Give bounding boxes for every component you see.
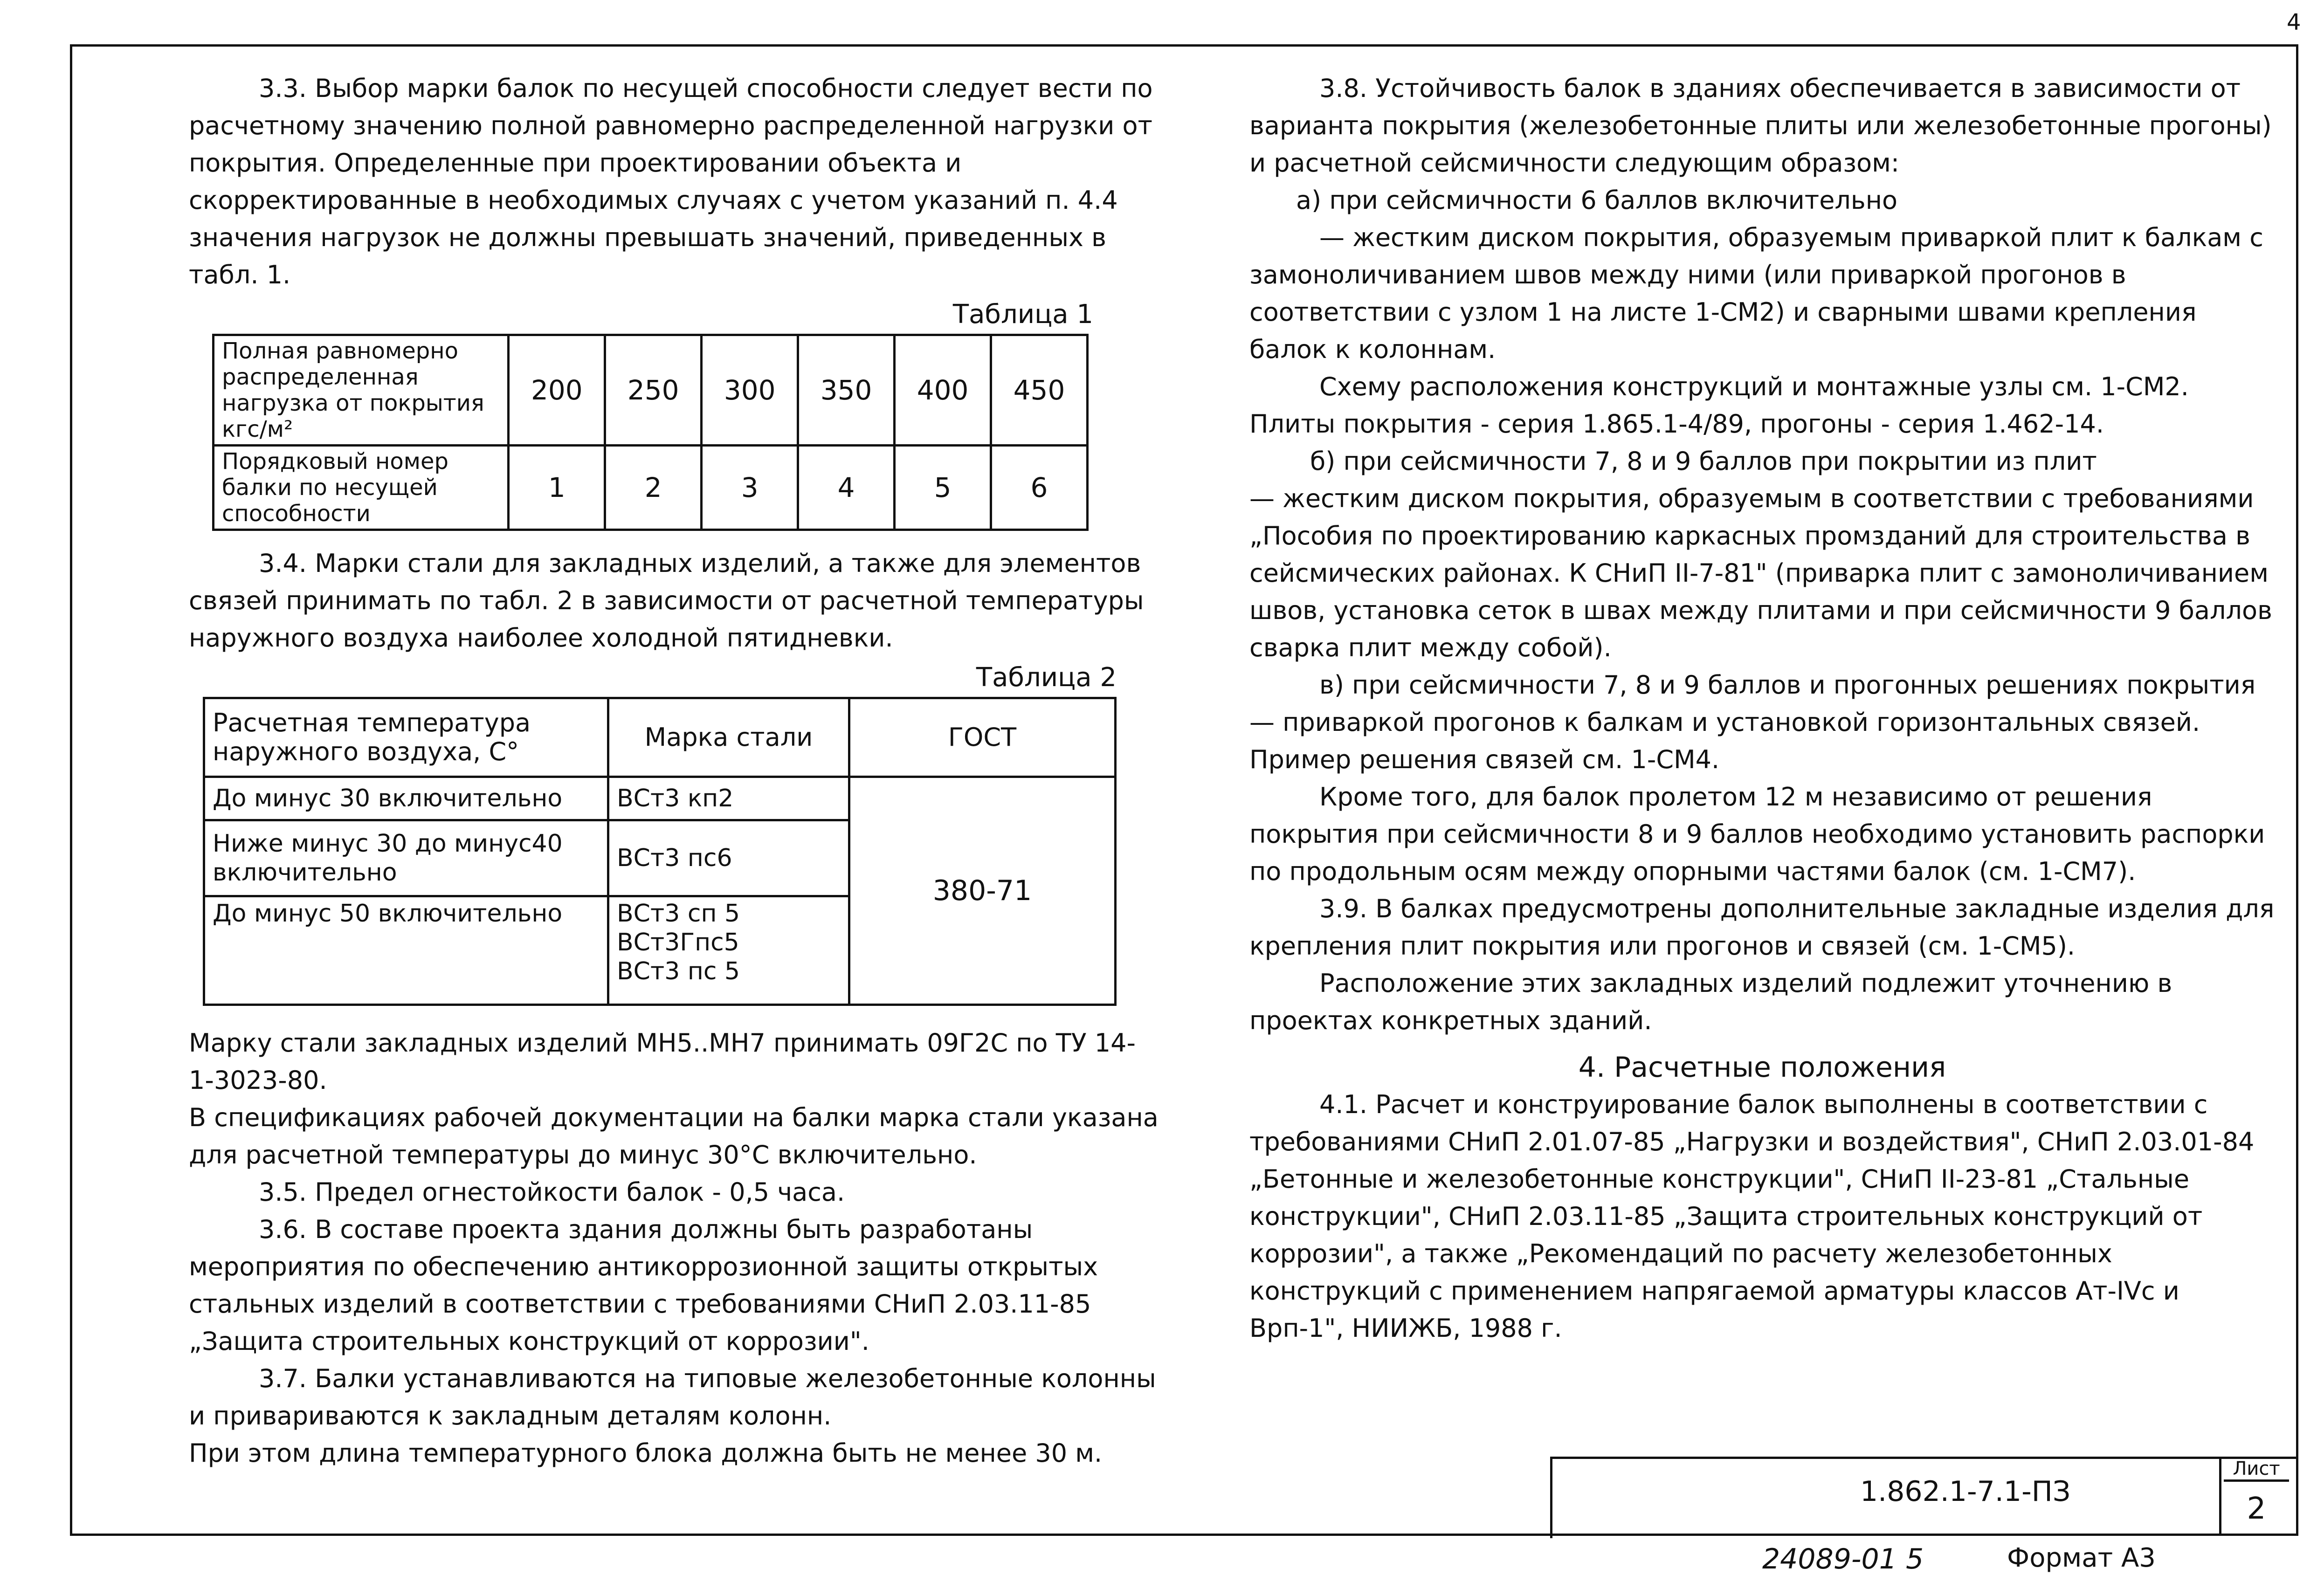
- table2-header-gost: ГОСТ: [849, 698, 1116, 777]
- paragraph-series: Плиты покрытия - серия 1.865.1-4/89, прогоны - серия 1.462-14.: [1249, 409, 2104, 439]
- item-b-heading: б) при сейсмичности 7, 8 и 9 баллов при покрытии из плит: [1310, 447, 2097, 476]
- item-a-text: — жестким диском покрытия, образуемым приваркой плит к балкам с замоноличиванием швов между ними (или приваркой прогонов в соответствии с узлом 1 на листе 1-СМ2) и сварными швами крепления балок к колоннам.: [1249, 223, 2263, 364]
- paragraph-steel-mark: Марку стали закладных изделий МН5..МН7 принимать 09Г2С по ТУ 14-1-3023-80.: [189, 1028, 1136, 1095]
- item-c-text: в) при сейсмичности 7, 8 и 9 баллов и прогонных решениях покрытия — приваркой прогонов к балкам и установкой горизонтальных связей. Пример решения связей см. 1-СМ4.: [1249, 670, 2256, 774]
- format-label: Формат А3: [2007, 1543, 2156, 1573]
- paragraph-3-7: 3.7. Балки устанавливаются на типовые железобетонные колонны и привариваются к закладным деталям колонн.: [189, 1364, 1156, 1431]
- page-number: 4: [2287, 9, 2301, 35]
- paragraph-location: Расположение этих закладных изделий подлежит уточнению в проектах конкретных зданий.: [1249, 969, 2172, 1035]
- table1-row-load: [214, 335, 1088, 446]
- table2-temp-cell: Ниже минус 30 до минус40 включительно: [204, 820, 608, 896]
- paragraph-scheme: Схему расположения конструкций и монтажные узлы см. 1-СМ2.: [1319, 372, 2189, 401]
- table2-gost-cell: 380-71: [849, 777, 1116, 1005]
- paragraph-3-5: 3.5. Предел огнестойкости балок - 0,5 часа.: [259, 1177, 845, 1207]
- table2-header: [204, 698, 1116, 777]
- table1-row-number: [214, 446, 1088, 530]
- paragraph-3-3: 3.3. Выбор марки балок по несущей способности следует вести по расчетному значению полной равномерно распределенной нагрузки от покрытия. Определенные при проектировании объекта и скорректированные в необходимых случаях с учетом указаний п. 4.4 значения нагрузок не должны превышать значений, приведенных в табл. 1.: [189, 74, 1153, 289]
- left-column: [189, 70, 1159, 1472]
- paragraph-3-8: 3.8. Устойчивость балок в зданиях обеспечивается в зависимости от варианта покрытия (железобетонные плиты или железобетонные прогоны) и расчетной сейсмичности следующим образом:: [1249, 74, 2272, 178]
- table-2: [203, 697, 1117, 1006]
- paragraph-3-4: 3.4. Марки стали для закладных изделий, а также для элементов связей принимать по табл. 2 в зависимости от расчетной температуры наружного воздуха наиболее холодной пятидневки.: [189, 549, 1144, 653]
- sheet-number: 2: [2247, 1492, 2266, 1526]
- table2-header-temp: Расчетная температура наружного воздуха, С°: [204, 698, 608, 777]
- table2-caption: Таблица 2: [976, 662, 1117, 693]
- table1-cell: 450: [991, 335, 1088, 446]
- table2-steel-cell: ВСт3 кп2: [608, 777, 849, 820]
- table2-header-steel: Марка стали: [608, 698, 849, 777]
- table1-cell: 200: [509, 335, 605, 446]
- table1-cell: 400: [895, 335, 991, 446]
- paragraph-span: Кроме того, для балок пролетом 12 м независимо от решения покрытия при сейсмичности 8 и 9 баллов необходимо установить распорки по продольным осям между опорными частями балок (см. 1-СМ7).: [1249, 782, 2265, 886]
- inventory-number: 24089-01 5: [1762, 1543, 1924, 1575]
- table1-cell: 4: [798, 446, 895, 530]
- item-b-text: — жестким диском покрытия, образуемым в соответствии с требованиями „Пособия по проектированию каркасных промзданий для строительства в сейсмических районах. К СНиП II-7-81" (приварка плит с замоноличиванием швов, установка сеток в швах между плитами и при сейсмичности 9 баллов сварка плит между собой).: [1249, 484, 2272, 662]
- table1-row1-label: Полная равномерно распределенная нагрузка от покрытия кгс/м²: [214, 335, 509, 446]
- table2-temp-cell: До минус 30 включительно: [204, 777, 608, 820]
- table1-cell: 350: [798, 335, 895, 446]
- paragraph-4-1: 4.1. Расчет и конструирование балок выполнены в соответствии с требованиями СНиП 2.01.07-85 „Нагрузки и воздействия", СНиП 2.03.01-84 „Бетонные и железобетонные конструкции", СНиП II-23-81 „Стальные конструкции", СНиП 2.03.11-85 „Защита строительных конструкций от коррозии", а также „Рекомендаций по расчету железобетонных конструкций с применением напрягаемой арматуры классов Ат-IVс и Врп-1", НИИЖБ, 1988 г.: [1249, 1090, 2255, 1343]
- paragraph-3-9: 3.9. В балках предусмотрены дополнительные закладные изделия для крепления плит покрытия или прогонов и связей (см. 1-СМ5).: [1249, 894, 2275, 961]
- paragraph-specification: В спецификациях рабочей документации на балки марка стали указана для расчетной температуры до минус 30°С включительно.: [189, 1103, 1159, 1169]
- table2-steel-line: ВСт3 пс 5: [617, 957, 740, 985]
- table2-steel-line: ВСт3Гпс5: [617, 929, 739, 956]
- paragraph-3-7-block: При этом длина температурного блока должна быть не менее 30 м.: [189, 1438, 1103, 1468]
- table1-cell: 2: [605, 446, 702, 530]
- table2-row: [204, 777, 1116, 820]
- right-column: [1249, 70, 2275, 1347]
- table2-steel-line: ВСт3 сп 5: [617, 900, 740, 928]
- table1-cell: 1: [509, 446, 605, 530]
- document-code: 1.862.1-7.1-ПЗ: [1860, 1475, 2071, 1508]
- table1-cell: 300: [702, 335, 798, 446]
- table2-temp-cell: До минус 50 включительно: [204, 896, 608, 1005]
- table2-steel-cell: ВСт3 пс6: [608, 820, 849, 896]
- table2-steel-cell: [608, 896, 849, 1005]
- table1-row2-label: Порядковый номер балки по несущей способности: [214, 446, 509, 530]
- item-a-heading: а) при сейсмичности 6 баллов включительно: [1296, 186, 1898, 215]
- paragraph-3-6: 3.6. В составе проекта здания должны быть разработаны мероприятия по обеспечению антикоррозионной защиты открытых стальных изделий в соответствии с требованиями СНиП 2.03.11-85 „Защита строительных конструкций от коррозии".: [189, 1215, 1098, 1356]
- table1-cell: 6: [991, 446, 1088, 530]
- sheet-label: Лист: [2224, 1458, 2289, 1482]
- table1-cell: 3: [702, 446, 798, 530]
- table1-cell: 250: [605, 335, 702, 446]
- table1-caption: Таблица 1: [952, 299, 1093, 330]
- section-4-heading: 4. Расчетные положения: [1578, 1051, 1946, 1084]
- table-1: [212, 334, 1089, 531]
- table1-cell: 5: [895, 446, 991, 530]
